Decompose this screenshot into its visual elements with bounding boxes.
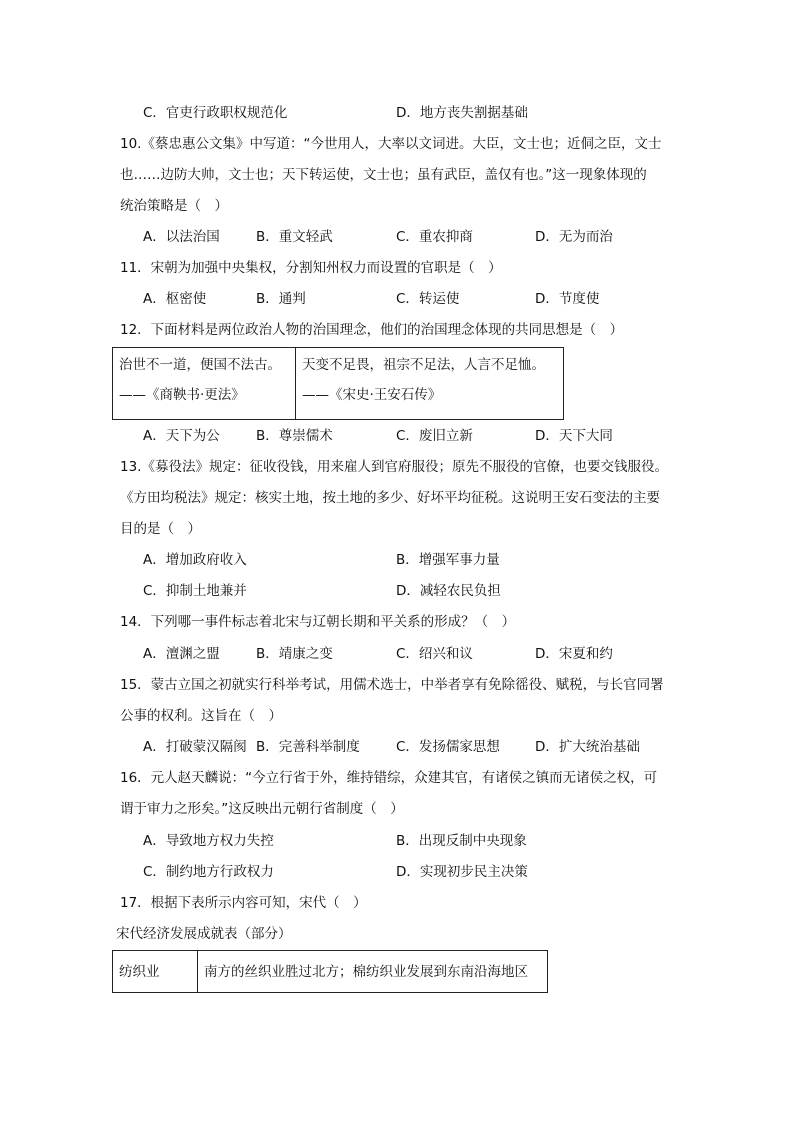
q14-option-c[interactable]: C．绍兴和议 [396,646,473,662]
q10-stem-line-2: 也……边防大帅，文士也；天下转运使，文士也；虽有武臣，盖仅有也。”这一现象体现的 [120,167,647,183]
q16-stem-line-2: 谓于审力之形矣。”这反映出元朝行省制度（ ） [120,801,404,817]
q16-stem-line-1: 16．元人赵天麟说：“今立行省于外，维持错综，众建其官，有诸侯之镇而无诸侯之权，可 [120,770,658,786]
q10-option-b[interactable]: B．重文轻武 [256,229,333,245]
q15-option-d[interactable]: D．扩大统治基础 [535,739,640,755]
q13-stem-line-1: 13.《募役法》规定：征收役钱，用来雇人到官府服役；原先不服役的官僚，也要交钱服役。 [120,459,668,475]
q12-right-quote: 天变不足畏，祖宗不足法，人言不足恤。 [302,357,545,373]
q12-stem: 12．下面材料是两位政治人物的治国理念，他们的治国理念体现的共同思想是（ ） [120,322,624,338]
q14-option-a[interactable]: A．澶渊之盟 [143,646,220,662]
q12-option-a[interactable]: A．天下为公 [143,428,220,444]
q16-option-b[interactable]: B．出现反制中央现象 [396,833,527,849]
q17-table-text-cell [198,951,548,993]
q11-option-a[interactable]: A．枢密使 [143,291,207,307]
q16-option-c[interactable]: C．制约地方行政权力 [143,864,274,880]
q17-stem: 17．根据下表所示内容可知，宋代（ ） [120,895,367,911]
q13-option-a[interactable]: A．增加政府收入 [143,552,247,568]
q17-table-label-cell [113,951,198,993]
q17-table-caption: 宋代经济发展成就表（部分） [116,926,292,942]
q17-economy-table [112,950,548,993]
q10-option-c[interactable]: C．重农抑商 [396,229,473,245]
q15-stem-line-2: 公事的权利。这旨在（ ） [120,708,282,724]
q12-left-source: ——《商鞅书·更法》 [119,387,245,403]
q12-option-c[interactable]: C．废旧立新 [396,428,473,444]
q15-option-c[interactable]: C．发扬儒家思想 [396,739,500,755]
q12-option-b[interactable]: B．尊崇儒术 [256,428,333,444]
q13-option-d[interactable]: D．减轻农民负担 [396,583,501,599]
q10-stem-line-1: 10.《蔡忠惠公文集》中写道：“今世用人，大率以文词进。大臣，文士也；近侗之臣，文士 [120,136,662,152]
q11-option-c[interactable]: C．转运使 [396,291,460,307]
q9-option-d[interactable]: D．地方丧失割据基础 [396,105,528,121]
q12-option-d[interactable]: D．天下大同 [535,428,613,444]
q12-material-table [112,347,564,420]
q12-left-quote: 治世不一道，便国不法古。 [119,357,281,373]
q10-stem-line-3: 统治策略是（ ） [120,198,228,214]
q16-option-a[interactable]: A．导致地方权力失控 [143,833,274,849]
q14-stem: 14．下列哪一事件标志着北宋与辽朝长期和平关系的形成？（ ） [120,614,516,630]
q11-option-b[interactable]: B．通判 [256,291,306,307]
q17-table-text: 南方的丝织业胜过北方；棉纺织业发展到东南沿海地区 [204,963,528,980]
q12-material-left [113,348,296,420]
q9-option-c[interactable]: C．官吏行政职权规范化 [143,105,288,121]
q16-option-d[interactable]: D．实现初步民主决策 [396,864,528,880]
q15-option-a[interactable]: A．打破蒙汉隔阂 [143,739,247,755]
q13-stem-line-2: 《方田均税法》规定：核实土地，按土地的多少、好坏平均征税。这说明王安石变法的主要 [120,490,660,506]
q13-option-c[interactable]: C．抑制土地兼并 [143,583,247,599]
q14-option-b[interactable]: B．靖康之变 [256,646,333,662]
q14-option-d[interactable]: D．宋夏和约 [535,646,613,662]
q13-option-b[interactable]: B．增强军事力量 [396,552,500,568]
q15-stem-line-1: 15．蒙古立国之初就实行科举考试，用儒术选士，中举者享有免除徭役、赋税，与长官同署 [120,677,664,693]
q12-material-right [296,348,564,420]
q11-stem: 11．宋朝为加强中央集权，分割知州权力而设置的官职是（ ） [120,260,502,276]
q13-stem-line-3: 目的是（ ） [120,521,201,537]
q11-option-d[interactable]: D．节度使 [535,291,600,307]
q10-option-d[interactable]: D．无为而治 [535,229,613,245]
q17-table-label: 纺织业 [119,963,160,980]
q10-option-a[interactable]: A．以法治国 [143,229,220,245]
q15-option-b[interactable]: B．完善科举制度 [256,739,360,755]
q12-right-source: ——《宋史·王安石传》 [302,387,442,403]
